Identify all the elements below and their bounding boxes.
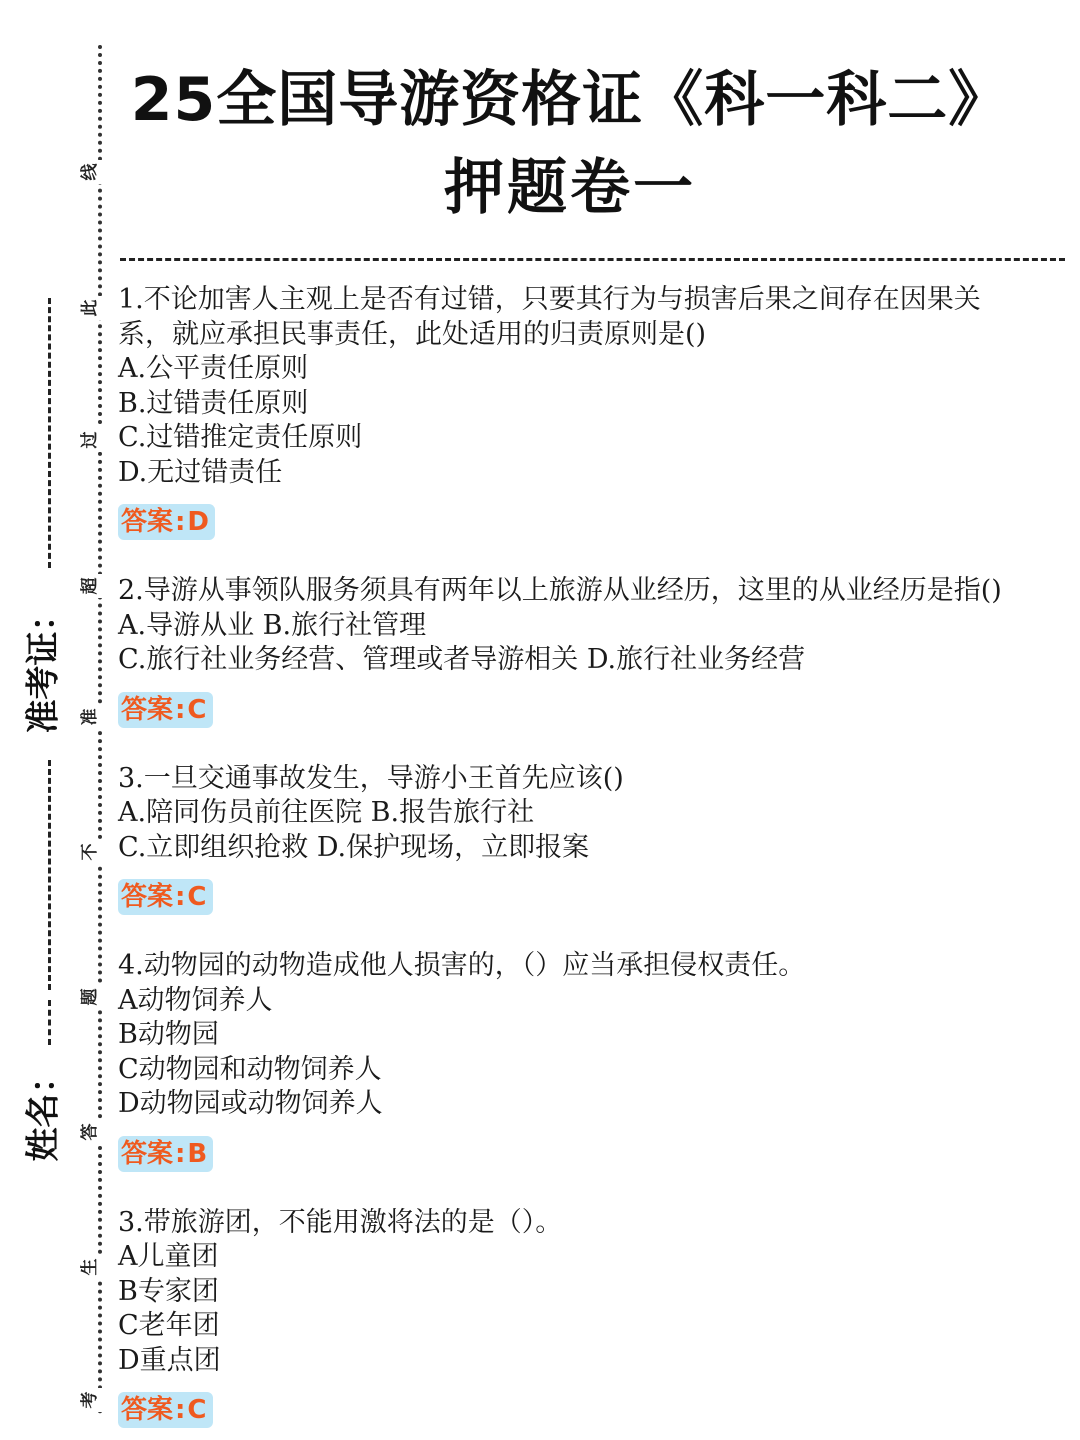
question-3 [118, 762, 1063, 916]
option-a: A动物饲养人 [118, 984, 273, 1016]
answer-label: 答案 [121, 507, 174, 537]
question-text: 3.一旦交通事故发生，导游小王首先应该() [118, 762, 624, 794]
answer-value: C [187, 882, 207, 912]
page-subtitle: 押题卷一 [444, 153, 696, 223]
exam-id-blank-line [48, 298, 51, 568]
question-list [118, 283, 1063, 1428]
margin-char-9: 生 [78, 1255, 102, 1279]
margin-char-8: 答 [78, 1120, 102, 1144]
answer-value: C [187, 694, 207, 725]
question-text: 4.动物园的动物造成他人损害的，（）应当承担侵权责任。 [118, 950, 806, 981]
options-cd: C.旅行社业务经营、管理或者导游相关 D.旅行社业务经营 [118, 644, 806, 675]
option-a: A.公平责任原则 [118, 353, 309, 384]
option-d: D动物园或动物饲养人 [118, 1088, 383, 1119]
exam-id-label: 准考证： [23, 597, 64, 733]
answer-value: D [187, 507, 210, 537]
question-text: 1.不论加害人主观上是否有过错，只要其行为与损害后果之间存在因果关 [118, 284, 981, 315]
answer-label: 答案 [121, 694, 174, 725]
margin-char-7: 题 [78, 985, 102, 1009]
question-5 [118, 1206, 1063, 1429]
answer-badge: 答案:C [118, 692, 213, 728]
answer-badge: 答案:B [118, 1136, 213, 1172]
title-separator [120, 258, 1065, 261]
question-1 [118, 283, 1063, 540]
answer-badge: 答案:C [118, 879, 213, 915]
option-a: A儿童团 [118, 1241, 219, 1272]
option-d: D重点团 [118, 1344, 221, 1376]
binding-dotted-line [98, 45, 102, 1415]
margin-char-3: 过 [78, 428, 102, 452]
answer-label: 答案 [121, 1395, 174, 1425]
options-cd: C.立即组织抢救 D.保护现场，立即报案 [118, 831, 590, 863]
answer-value: B [187, 1138, 208, 1169]
exam-id-field [10, 580, 70, 750]
name-field [10, 1045, 70, 1175]
answer-badge: 答案:C [118, 1392, 213, 1428]
option-b: B专家团 [118, 1275, 219, 1307]
option-c: C动物园和动物饲养人 [118, 1053, 382, 1085]
page-title: 25全国导游资格证《科一科二》 [130, 65, 1010, 135]
divider-line [48, 760, 51, 990]
option-b: B动物园 [118, 1019, 219, 1050]
question-4 [118, 949, 1063, 1172]
option-c: C.过错推定责任原则 [118, 422, 363, 453]
options-ab: A.陪同伤员前往医院 B.报告旅行社 [118, 797, 535, 828]
margin-char-5: 准 [78, 705, 102, 729]
option-b: B.过错责任原则 [118, 387, 309, 419]
question-text: 系，就应承担民事责任，此处适用的归责原则是() [118, 318, 707, 350]
margin-char-10: 考 [78, 1388, 102, 1412]
margin-char-6: 不 [78, 840, 102, 864]
name-blank-line [48, 1000, 51, 1045]
name-label: 姓名： [23, 1059, 64, 1161]
margin-char-1: 线 [78, 160, 102, 184]
options-ab: A.导游从业 B.旅行社管理 [118, 609, 427, 641]
question-2 [118, 574, 1063, 728]
question-text: 2.导游从事领队服务须具有两年以上旅游从业经历，这里的从业经历是指() [118, 575, 1002, 606]
margin-char-4: 超 [78, 574, 102, 598]
answer-badge: 答案:D [118, 504, 215, 540]
option-d: D.无过错责任 [118, 456, 283, 488]
answer-label: 答案 [121, 882, 174, 912]
answer-value: C [187, 1395, 207, 1425]
question-text: 3.带旅游团，不能用激将法的是（）。 [118, 1206, 563, 1238]
margin-char-2: 此 [78, 296, 102, 320]
answer-label: 答案 [121, 1138, 174, 1169]
option-c: C老年团 [118, 1310, 220, 1341]
